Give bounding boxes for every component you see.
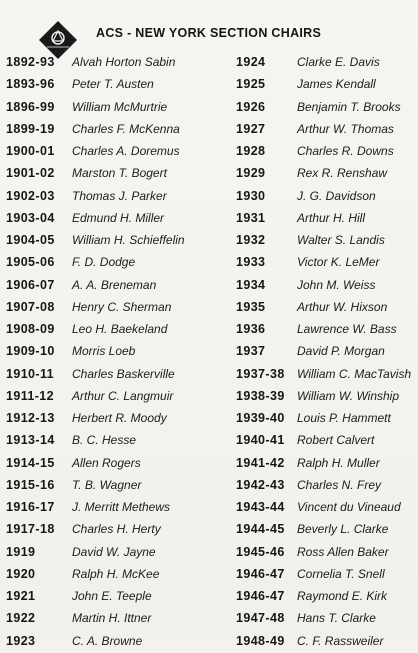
list-item: [236, 317, 416, 341]
list-item: [6, 273, 186, 297]
list-item: [6, 629, 186, 653]
list-item: [6, 584, 186, 608]
chair-name: Henry C. Sherman: [72, 299, 172, 314]
list-item: [236, 228, 416, 252]
chair-name: Arthur H. Hill: [297, 210, 366, 225]
term-year: 1936: [236, 322, 266, 336]
term-year: 1893-96: [6, 77, 55, 92]
term-year: 1911-12: [6, 388, 54, 403]
term-year: 1926: [236, 99, 266, 114]
term-year: 1915-16: [6, 477, 55, 492]
list-item: [236, 584, 416, 608]
term-year: 1943-44: [236, 500, 285, 514]
list-item: [6, 184, 186, 208]
list-item: [6, 384, 186, 408]
term-year: 1901-02: [6, 166, 55, 181]
term-year: 1939-40: [236, 411, 285, 425]
list-item: [6, 406, 186, 430]
term-year: 1938-39: [236, 388, 285, 403]
chair-name: William C. MacTavish: [297, 366, 412, 381]
list-item: [236, 495, 416, 519]
term-year: 1946-47: [236, 589, 285, 603]
list-item: [6, 606, 186, 630]
chair-name: Charles F. McKenna: [72, 121, 180, 136]
chair-name: Morris Loeb: [72, 344, 136, 359]
term-year: 1914-15: [6, 455, 55, 470]
chair-name: Charles A. Doremus: [72, 144, 180, 158]
chair-name: Hans T. Clarke: [297, 611, 376, 626]
list-item: [236, 428, 416, 452]
chair-name: F. D. Dodge: [72, 255, 136, 270]
list-item: [6, 117, 186, 141]
chair-name: Walter S. Landis: [297, 233, 385, 247]
term-year: 1927: [236, 121, 266, 136]
term-year: 1900-01: [6, 144, 55, 158]
chair-name: Martin H. Ittner: [72, 611, 152, 626]
term-year: 1923: [6, 633, 36, 648]
term-year: 1948-49: [236, 633, 285, 648]
chair-name: Charles N. Frey: [297, 477, 382, 492]
list-item: [6, 540, 186, 564]
list-item: [236, 161, 416, 185]
list-item: [236, 451, 416, 475]
chair-name: John E. Teeple: [72, 589, 152, 603]
list-item: [236, 629, 416, 653]
chair-name: Cornelia T. Snell: [297, 566, 385, 581]
chair-name: Vincent du Vineaud: [297, 500, 401, 514]
term-year: 1904-05: [6, 233, 55, 247]
chair-name: Edmund H. Miller: [72, 210, 165, 225]
chair-name: Allen Rogers: [72, 455, 141, 470]
term-year: 1940-41: [236, 433, 285, 448]
term-year: 1902-03: [6, 188, 55, 203]
term-year: 1928: [236, 144, 266, 158]
chair-name: Arthur C. Langmuir: [72, 388, 174, 403]
term-year: 1917-18: [6, 522, 55, 537]
term-year: 1903-04: [6, 210, 55, 225]
term-year: 1941-42: [236, 455, 285, 470]
list-item: [6, 362, 186, 386]
term-year: 1947-48: [236, 611, 285, 626]
chair-name: Alvah Horton Sabin: [72, 55, 176, 69]
list-item: [6, 295, 186, 319]
chair-name: Ross Allen Baker: [297, 544, 389, 559]
chair-name: John M. Weiss: [297, 277, 376, 292]
list-item: [6, 139, 186, 163]
list-item: [236, 117, 416, 141]
term-year: 1906-07: [6, 277, 55, 292]
chair-name: William H. Schieffelin: [72, 233, 185, 247]
chair-name: Clarke E. Davis: [297, 55, 380, 69]
list-item: [6, 428, 186, 452]
term-year: 1925: [236, 77, 266, 92]
list-item: [236, 295, 416, 319]
list-item: [236, 50, 416, 74]
list-item: [6, 228, 186, 252]
term-year: 1932: [236, 233, 266, 247]
list-item: [236, 206, 416, 230]
chair-name: Lawrence W. Bass: [297, 322, 397, 336]
list-item: [236, 606, 416, 630]
chair-name: David P. Morgan: [297, 344, 385, 359]
term-year: 1930: [236, 188, 266, 203]
chair-name: Leo H. Baekeland: [72, 322, 168, 336]
term-year: 1896-99: [6, 99, 55, 114]
term-year: 1899-19: [6, 121, 55, 136]
chair-name: David W. Jayne: [72, 544, 156, 559]
term-year: 1916-17: [6, 500, 55, 514]
term-year: 1920: [6, 566, 36, 581]
list-item: [236, 362, 416, 386]
list-item: [236, 517, 416, 541]
chair-name: B. C. Hesse: [72, 433, 137, 448]
list-item: [236, 473, 416, 497]
list-item: [6, 473, 186, 497]
list-item: [236, 95, 416, 119]
list-item: [6, 517, 186, 541]
term-year: 1919: [6, 544, 36, 559]
chair-name: Herbert R. Moody: [72, 411, 167, 425]
list-item: [236, 72, 416, 96]
term-year: 1933: [236, 255, 266, 270]
chair-name: Marston T. Bogert: [72, 166, 167, 181]
chair-name: William McMurtrie: [72, 99, 168, 114]
chair-name: James Kendall: [297, 77, 376, 92]
chair-name: Thomas J. Parker: [72, 188, 167, 203]
list-item: [236, 406, 416, 430]
chair-name: J. G. Davidson: [297, 188, 376, 203]
chair-name: Ralph H. Muller: [297, 455, 380, 470]
chair-name: Charles Baskerville: [72, 366, 175, 381]
term-year: 1907-08: [6, 299, 55, 314]
list-item: [236, 184, 416, 208]
list-item: [236, 540, 416, 564]
term-year: 1909-10: [6, 344, 55, 359]
chair-name: Peter T. Austen: [72, 77, 154, 92]
list-item: [6, 495, 186, 519]
term-year: 1946-47: [236, 566, 285, 581]
term-year: 1931: [236, 210, 266, 225]
list-item: [6, 95, 186, 119]
term-year: 1924: [236, 55, 266, 69]
term-year: 1937: [236, 344, 266, 359]
list-item: [236, 384, 416, 408]
list-item: [236, 339, 416, 363]
list-item: [236, 139, 416, 163]
term-year: 1934: [236, 277, 266, 292]
list-item: [6, 562, 186, 586]
term-year: 1945-46: [236, 544, 285, 559]
term-year: 1935: [236, 299, 266, 314]
list-item: [236, 250, 416, 274]
term-year: 1908-09: [6, 322, 55, 336]
chair-name: Victor K. LeMer: [297, 255, 380, 270]
chair-name: Arthur W. Thomas: [297, 121, 394, 136]
chair-name: Charles H. Herty: [72, 522, 161, 537]
term-year: 1929: [236, 166, 266, 181]
term-year: 1912-13: [6, 411, 55, 425]
page-title: ACS - NEW YORK SECTION CHAIRS: [96, 26, 322, 40]
list-item: [6, 250, 186, 274]
term-year: 1942-43: [236, 477, 285, 492]
list-item: [6, 161, 186, 185]
list-item: [6, 72, 186, 96]
term-year: 1910-11: [6, 366, 54, 381]
chair-name: Ralph H. McKee: [72, 566, 160, 581]
term-year: 1913-14: [6, 433, 55, 448]
chair-name: Robert Calvert: [297, 433, 375, 448]
chair-name: C. A. Browne: [72, 633, 143, 648]
term-year: 1905-06: [6, 255, 55, 270]
chair-name: Benjamin T. Brooks: [297, 99, 401, 114]
chair-name: J. Merritt Methews: [72, 500, 171, 514]
list-item: [236, 273, 416, 297]
list-item: [6, 339, 186, 363]
list-item: [6, 317, 186, 341]
list-item: [6, 451, 186, 475]
list-item: [6, 50, 186, 74]
chair-name: Arthur W. Hixson: [297, 299, 388, 314]
list-item: [236, 562, 416, 586]
chair-name: Charles R. Downs: [297, 144, 394, 158]
term-year: 1921: [6, 589, 36, 603]
chair-name: Beverly L. Clarke: [297, 522, 389, 537]
term-year: 1922: [6, 611, 36, 626]
chair-name: A. A. Breneman: [72, 277, 157, 292]
list-item: [6, 206, 186, 230]
chair-name: T. B. Wagner: [72, 477, 142, 492]
chair-name: William W. Winship: [297, 388, 400, 403]
chair-name: Rex R. Renshaw: [297, 166, 388, 181]
chair-name: Louis P. Hammett: [297, 411, 391, 425]
term-year: 1937-38: [236, 366, 285, 381]
chair-name: Raymond E. Kirk: [297, 589, 388, 603]
term-year: 1944-45: [236, 522, 285, 537]
term-year: 1892-93: [6, 55, 55, 69]
chair-name: C. F. Rassweiler: [297, 633, 384, 648]
